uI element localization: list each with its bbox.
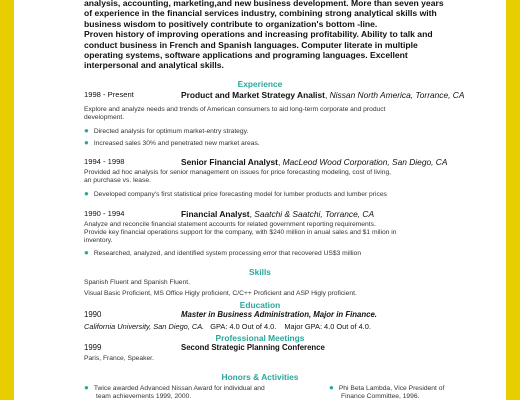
job-description-line: Provided ad hoc analysis for senior management on issues for price forecasting modeling, cost of living,	[84, 169, 392, 176]
job-description	[84, 221, 494, 246]
job-title: Senior Financial Analyst	[181, 157, 278, 167]
experience-heading: Experience	[237, 79, 283, 89]
job-bullet: ● Increased sales 30% and penetrated new market areas.	[84, 138, 260, 147]
meetings-heading: Professional Meetings	[215, 333, 305, 343]
job-dates: 1998 - Present	[84, 90, 134, 99]
job-company: MacLeod Wood Corporation, San Diego, CA	[282, 157, 448, 167]
job-bullet: ● Researched, analyzed, and identified system processing error that recovered US$3 million	[84, 248, 362, 257]
education-gpa: GPA: 4.0 Out of 4.0.	[210, 322, 277, 331]
education-degree: Master in Business Administration, Major in Finance.	[181, 310, 377, 319]
summary-line: interpersonal and analytical skills.	[84, 60, 224, 71]
education-major-gpa: Major GPA: 4.0 Out of 4.0.	[284, 322, 371, 331]
bullet-icon: ●	[84, 126, 89, 135]
bullet-icon: ●	[84, 248, 89, 257]
job-title-line: Senior Financial Analyst, MacLeod Wood Corporation, San Diego, CA	[181, 157, 448, 167]
summary-line: analysis, accounting, marketing,and new business development. More than seven years	[84, 0, 444, 8]
job-company: Saatchi & Saatchi, Torrance, CA	[254, 209, 375, 219]
honor-item-cont: team achievements 1999, 2000.	[96, 393, 192, 400]
skills-line: Spanish Fluent and Spanish Fluent.	[84, 279, 190, 286]
education-school: California University, San Diego, CA.	[84, 322, 205, 331]
meeting-year: 1999	[84, 343, 102, 352]
skills-line: Visual Basic Proficient, MS Office Higly proficient, C/C++ Proficient and ASP Higly proficient.	[84, 290, 357, 297]
job-description-line: an purchase vs. lease.	[84, 177, 151, 185]
honors-right	[329, 384, 499, 400]
job-dates: 1994 - 1998	[84, 157, 125, 166]
honors-heading: Honors & Activities	[221, 372, 299, 382]
job-title: Financial Analyst	[181, 209, 250, 219]
bullet-icon: ●	[84, 189, 89, 198]
job-description-line: Analyze and reconcile financial statement accounts for related government reporting requirements.	[84, 221, 376, 228]
job-bullet: ● Directed analysis for optimum market-entry strategy.	[84, 126, 249, 135]
honor-item-cont: Finance Committee, 1996.	[341, 393, 420, 400]
honor-item: ● Phi Beta Lambda, Vice President of	[329, 383, 445, 392]
summary-line: Proven history of improving operations and increasing profitability. Ability to talk and	[84, 29, 433, 40]
education-heading: Education	[239, 300, 281, 310]
skills-heading: Skills	[249, 267, 271, 277]
summary-line: of experience in the financial services industry, combining strong analytical skills with	[84, 8, 437, 19]
job-dates: 1990 - 1994	[84, 209, 125, 218]
job-company: Nissan North America, Torrance, CA	[329, 90, 465, 100]
meeting-title: Second Strategic Planning Conference	[181, 343, 325, 352]
resume-page	[14, 0, 506, 400]
job-description-line: Provide key financial operations support for the company, with $240 million in anual sales and $1 milion in	[84, 229, 397, 237]
job-description	[84, 169, 484, 185]
honor-item: ● Twice awarded Advanced Nissan Award for individual and	[84, 383, 265, 392]
summary-paragraph	[84, 0, 494, 71]
job-description	[84, 106, 484, 122]
bullet-icon: ●	[84, 138, 89, 147]
meeting-place: Paris, France, Speaker.	[84, 355, 154, 362]
job-title-line: Product and Market Strategy Analist, Nissan North America, Torrance, CA	[181, 90, 465, 100]
bullet-icon: ●	[329, 383, 334, 392]
education-year: 1990	[84, 310, 102, 319]
honors-left	[84, 384, 304, 400]
job-description-line: inventory.	[84, 237, 113, 245]
job-bullet: ● Developed company's first statistical price forecasting model for lumber products and lumber prices	[84, 189, 387, 198]
summary-line: operating systems, software applications and programing languages. Excellent	[84, 50, 408, 61]
summary-line: conduct business in French and Spanish languages. Computer literate in multiple	[84, 39, 418, 50]
bullet-icon: ●	[84, 383, 89, 392]
summary-line: business wisdom to positively contribute to organization's bottom -line.	[84, 18, 378, 29]
job-description-line: development.	[84, 114, 125, 122]
job-title: Product and Market Strategy Analist	[181, 90, 325, 100]
job-title-line: Financial Analyst, Saatchi & Saatchi, Torrance, CA	[181, 209, 375, 219]
education-school-line	[84, 322, 371, 331]
job-description-line: Explore and analyze needs and trends of American consumers to aid long-term corporate and product	[84, 106, 386, 113]
